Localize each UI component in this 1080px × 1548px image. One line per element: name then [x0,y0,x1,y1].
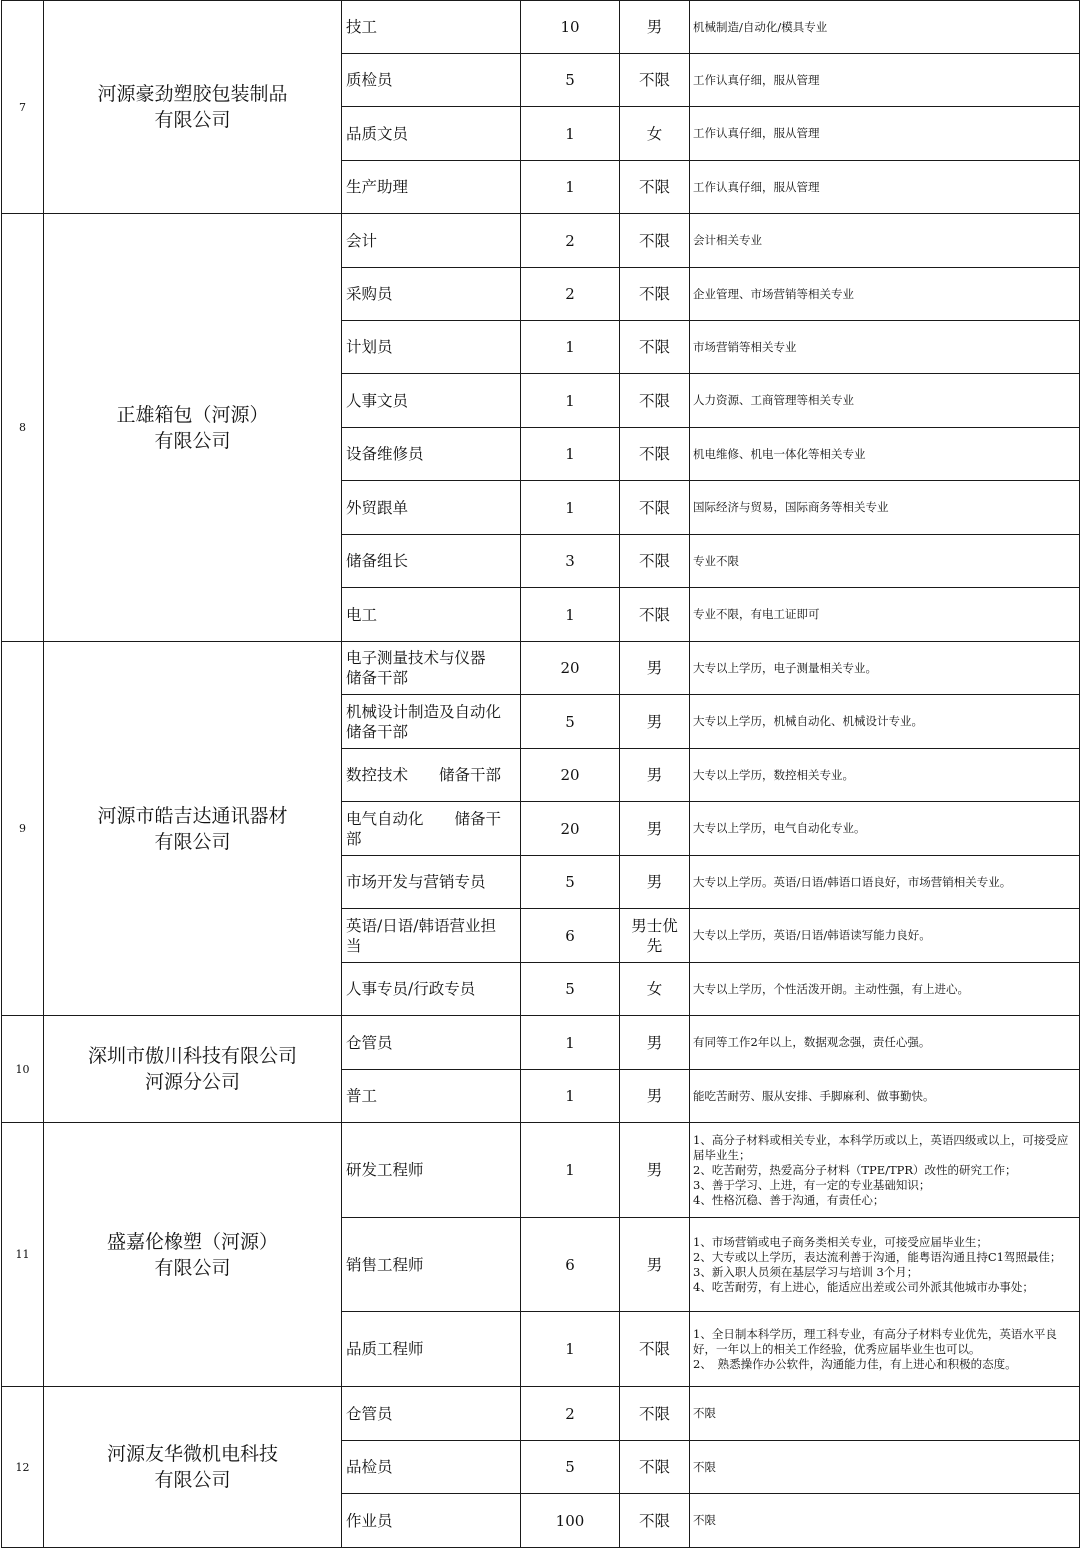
pos-line: 生产助理 [346,178,409,196]
pos-line: 不限 [638,445,670,463]
job-requirement [690,107,1080,161]
pos-line: 英语/日语/韩语营业担 [346,916,496,935]
req-line: 不限 [693,1459,716,1474]
job-requirement [690,1218,1080,1312]
co-line: 正雄箱包（河源） [116,403,269,426]
pos-line: 人事文员 [346,391,409,410]
job-count: 5 [521,1441,620,1494]
recruitment-table [1,0,1080,1548]
job-requirement [690,54,1080,107]
job-gender [620,1123,690,1218]
pos-line: 人事专员/行政专员 [346,980,476,998]
company-number: 7 [2,1,44,214]
company-name [44,1,342,214]
job-count: 5 [521,963,620,1016]
pos-line: 设备维修员 [346,445,424,463]
pos-line: 储备干部 [346,669,409,687]
job-count: 5 [521,856,620,909]
job-position [342,1218,521,1312]
job-position [342,321,521,374]
pos-line: 品质文员 [346,124,409,143]
co-line: 有限公司 [154,109,231,131]
pos-line: 仓管员 [346,1033,393,1052]
co-line: 有限公司 [154,830,231,853]
pos-line: 不限 [638,178,670,196]
job-position [342,749,521,802]
co-line: 深圳市傲川科技有限公司 [87,1045,297,1067]
job-gender [620,481,690,535]
req-line: 专业不限，有电工证即可 [693,607,820,621]
pos-line: 研发工程师 [346,1161,424,1179]
req-line: 大专以上学历，英语/日语/韩语读写能力良好。 [693,928,931,942]
pos-line: 市场开发与营销专员 [346,873,486,891]
req-line: 有同等工作2年以上，数据观念强，责任心强。 [693,1035,931,1049]
pos-line: 男 [646,819,663,838]
table-row [2,214,1080,268]
pos-line: 男 [646,766,663,784]
job-gender [620,588,690,642]
co-line: 盛嘉伦橡塑（河源） [106,1230,278,1253]
req-line: 2、 熟悉操作办公软件，沟通能力佳，有上进心和积极的态度。 [693,1356,1017,1371]
job-requirement [690,1441,1080,1494]
pos-line: 当 [346,936,362,955]
job-gender [620,856,690,909]
job-gender [620,54,690,107]
pos-line: 不限 [638,1404,670,1423]
job-count: 1 [521,321,620,374]
table-row [2,1,1080,54]
req-line: 2、大专或以上学历，表达流利善于沟通，能粤语沟通且持C1驾照最佳； [693,1249,1062,1264]
pos-line: 机械设计制造及自动化 [346,702,502,721]
req-line: 大专以上学历。英语/日语/韩语口语良好，市场营销相关专业。 [693,874,1012,889]
job-position [342,1123,521,1218]
pos-line: 先 [646,936,663,955]
job-count: 2 [521,1387,620,1441]
pos-line: 男 [646,1087,663,1105]
job-gender [620,535,690,588]
job-requirement [690,642,1080,695]
req-line: 1、市场营销或电子商务类相关专业，可接受应届毕业生； [693,1234,988,1249]
pos-line: 不限 [638,231,670,250]
pos-line: 储备组长 [346,552,409,570]
job-position [342,214,521,268]
pos-line: 男 [646,712,663,731]
job-gender [620,963,690,1016]
job-count: 1 [521,161,620,214]
job-position [342,909,521,963]
job-gender [620,1494,690,1548]
job-gender [620,428,690,481]
job-position [342,535,521,588]
job-requirement [690,588,1080,642]
job-requirement [690,535,1080,588]
pos-line: 不限 [638,391,670,410]
pos-line: 男 [646,873,663,891]
req-line: 市场营销等相关专业 [693,339,797,354]
req-line: 机电维修、机电一体化等相关专业 [693,446,866,461]
job-gender [620,749,690,802]
job-requirement [690,428,1080,481]
job-requirement [690,214,1080,268]
job-requirement [690,909,1080,963]
job-count: 1 [521,428,620,481]
job-gender [620,802,690,856]
job-gender [620,1016,690,1070]
pos-line: 作业员 [346,1511,393,1530]
company-number: 8 [2,214,44,642]
pos-line: 男 [646,1161,663,1179]
co-line: 河源市皓吉达通讯器材 [97,804,288,827]
job-count: 100 [521,1494,620,1548]
job-requirement [690,161,1080,214]
company-name [44,642,342,1016]
pos-line: 不限 [638,1340,670,1358]
job-gender [620,1,690,54]
pos-line: 男 [646,1033,663,1052]
req-line: 工作认真仔细，服从管理 [693,179,820,194]
job-requirement [690,1387,1080,1441]
job-requirement [690,1312,1080,1387]
pos-line: 女 [646,980,663,998]
job-requirement [690,374,1080,428]
job-requirement [690,1494,1080,1548]
pos-line: 男 [646,18,663,36]
job-position [342,1312,521,1387]
job-requirement [690,856,1080,909]
req-line: 3、善于学习、上进，有一定的专业基础知识； [693,1177,931,1192]
job-gender [620,321,690,374]
co-line: 河源友华微机电科技 [106,1443,278,1465]
req-line: 4、性格沉稳、善于沟通，有责任心； [693,1192,885,1207]
job-position [342,642,521,695]
job-requirement [690,802,1080,856]
job-gender [620,909,690,963]
company-number: 10 [2,1016,44,1123]
job-count: 1 [521,1123,620,1218]
job-count: 1 [521,1312,620,1387]
co-line: 河源分公司 [144,1071,240,1093]
job-position [342,428,521,481]
pos-line: 电工 [346,605,378,624]
pos-line: 仓管员 [346,1404,393,1423]
table-row [2,1016,1080,1070]
pos-line: 普工 [346,1087,378,1105]
job-count: 10 [521,1,620,54]
req-line: 1、高分子材料或相关专业，本科学历或以上，英语四级或以上，可接受应届毕业生； [693,1132,1069,1162]
job-gender [620,1441,690,1494]
job-requirement [690,1016,1080,1070]
job-count: 3 [521,535,620,588]
req-line: 2、吃苦耐劳，热爱高分子材料（TPE/TPR）改性的研究工作； [693,1162,1017,1177]
job-count: 6 [521,909,620,963]
req-line: 能吃苦耐劳、服从安排、手脚麻利、做事勤快。 [693,1088,935,1103]
pos-line: 不限 [638,1458,670,1476]
co-line: 有限公司 [154,1256,231,1279]
job-requirement [690,695,1080,749]
job-gender [620,161,690,214]
job-position [342,695,521,749]
job-gender [620,1070,690,1123]
job-position [342,1441,521,1494]
job-count: 2 [521,268,620,321]
pos-line: 男士优 [631,916,678,935]
pos-line: 男 [646,1255,663,1274]
table-row [2,642,1080,695]
pos-line: 不限 [638,338,670,356]
job-position [342,588,521,642]
job-position [342,1070,521,1123]
company-name [44,214,342,642]
req-line: 不限 [693,1406,716,1420]
pos-line: 部 [346,829,362,848]
job-requirement [690,481,1080,535]
job-count: 1 [521,481,620,535]
job-requirement [690,1,1080,54]
pos-line: 会计 [346,231,378,250]
co-line: 有限公司 [154,429,231,452]
job-count: 1 [521,588,620,642]
pos-line: 技工 [346,18,378,36]
pos-line: 质检员 [346,71,393,89]
pos-line: 电子测量技术与仪器 [346,649,486,667]
job-count: 1 [521,107,620,161]
req-line: 不限 [693,1513,716,1527]
pos-line: 不限 [638,552,670,570]
company-number: 12 [2,1387,44,1548]
job-position [342,856,521,909]
job-position [342,107,521,161]
job-position [342,374,521,428]
job-position [342,963,521,1016]
pos-line: 采购员 [346,285,393,303]
pos-line: 不限 [638,71,670,89]
job-count: 1 [521,1016,620,1070]
company-number: 11 [2,1123,44,1387]
job-count: 6 [521,1218,620,1312]
req-line: 大专以上学历，电气自动化专业。 [693,821,866,835]
req-line: 3、新入职人员须在基层学习与培训 3个月； [693,1264,919,1279]
job-count: 20 [521,802,620,856]
pos-line: 品检员 [346,1458,393,1476]
job-requirement [690,321,1080,374]
job-position [342,161,521,214]
pos-line: 不限 [638,605,670,624]
job-requirement [690,1070,1080,1123]
job-count: 1 [521,374,620,428]
req-line: 工作认真仔细，服从管理 [693,126,820,140]
job-gender [620,695,690,749]
table-row [2,1387,1080,1441]
pos-line: 男 [646,659,663,677]
req-line: 大专以上学历，个性活泼开朗。主动性强，有上进心。 [693,981,969,996]
req-line: 人力资源、工商管理等相关专业 [693,393,854,407]
req-line: 国际经济与贸易，国际商务等相关专业 [693,500,889,514]
req-line: 4、吃苦耐劳，有上进心，能适应出差或公司外派其他城市办事处； [693,1279,1034,1294]
req-line: 机械制造/自动化/模具专业 [693,19,828,34]
job-requirement [690,1123,1080,1218]
job-requirement [690,268,1080,321]
job-position [342,1494,521,1548]
job-count: 2 [521,214,620,268]
job-gender [620,107,690,161]
job-requirement [690,963,1080,1016]
company-name [44,1123,342,1387]
table-body [2,1,1080,1548]
pos-line: 计划员 [346,338,393,356]
req-line: 会计相关专业 [693,233,762,247]
req-line: 工作认真仔细，服从管理 [693,72,820,87]
job-position [342,1387,521,1441]
job-position [342,54,521,107]
job-gender [620,214,690,268]
job-position [342,1,521,54]
job-position [342,1016,521,1070]
pos-line: 不限 [638,498,670,517]
req-line: 专业不限 [693,553,739,568]
co-line: 有限公司 [154,1469,231,1491]
job-gender [620,1387,690,1441]
company-name [44,1016,342,1123]
pos-line: 品质工程师 [346,1340,424,1358]
job-position [342,268,521,321]
pos-line: 不限 [638,285,670,303]
table-row [2,1123,1080,1218]
pos-line: 女 [646,124,663,143]
job-count: 20 [521,642,620,695]
req-line: 1、全日制本科学历，理工科专业，有高分子材料专业优先，英语水平良好，一年以上的相关工作经验，优秀应届毕业生也可以。 [693,1326,1057,1356]
job-gender [620,642,690,695]
job-position [342,481,521,535]
pos-line: 数控技术 储备干部 [346,766,502,784]
pos-line: 储备干部 [346,722,409,741]
company-number: 9 [2,642,44,1016]
pos-line: 销售工程师 [346,1255,424,1274]
req-line: 大专以上学历，数控相关专业。 [693,767,854,782]
job-gender [620,1312,690,1387]
job-count: 1 [521,1070,620,1123]
job-count: 5 [521,695,620,749]
pos-line: 电气自动化 储备干 [346,809,502,828]
co-line: 河源豪劲塑胶包装制品 [97,83,288,105]
job-count: 5 [521,54,620,107]
req-line: 大专以上学历，机械自动化、机械设计专业。 [693,714,923,728]
req-line: 企业管理、市场营销等相关专业 [693,286,854,301]
job-count: 20 [521,749,620,802]
pos-line: 不限 [638,1511,670,1530]
job-requirement [690,749,1080,802]
job-position [342,802,521,856]
company-name [44,1387,342,1548]
job-gender [620,1218,690,1312]
pos-line: 外贸跟单 [346,498,409,517]
req-line: 大专以上学历，电子测量相关专业。 [693,660,877,675]
job-gender [620,374,690,428]
job-gender [620,268,690,321]
